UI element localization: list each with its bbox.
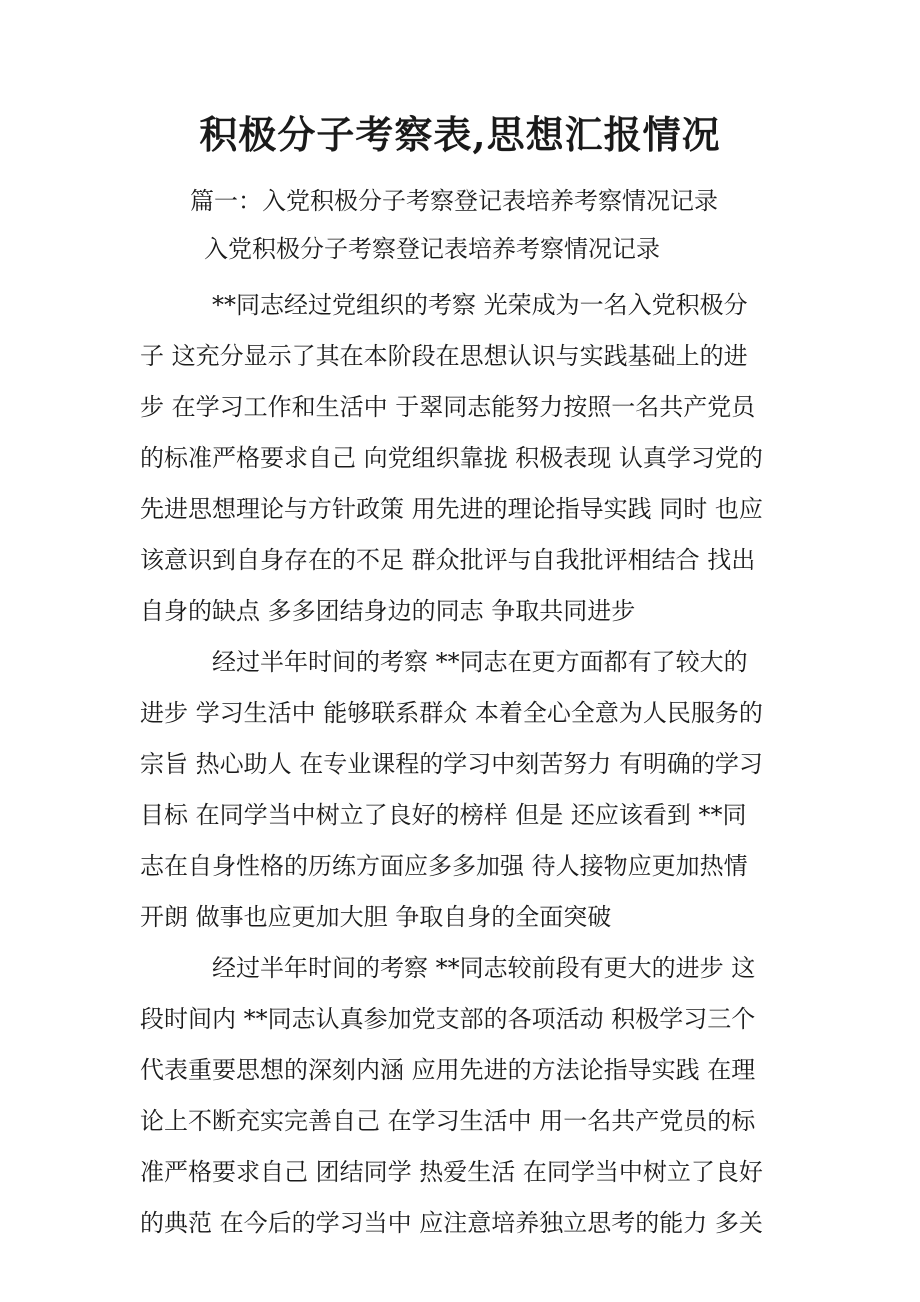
paragraph-line: 开朗 做事也应更加大胆 争取自身的全面突破: [140, 903, 612, 931]
paragraph-line: 经过半年时间的考察 **同志在更方面都有了较大的: [212, 648, 748, 676]
paragraph: [140, 637, 790, 943]
section-subheading: 入党积极分子考察登记表培养考察情况记录: [204, 235, 660, 263]
paragraph: [140, 943, 790, 1249]
paragraph-line: 该意识到自身存在的不足 群众批评与自我批评相结合 找出: [140, 546, 756, 574]
paragraph-line: 进步 学习生活中 能够联系群众 本着全心全意为人民服务的: [140, 699, 763, 727]
paragraph-line: **同志经过党组织的考察 光荣成为一名入党积极分: [212, 291, 748, 319]
paragraph-line: 的典范 在今后的学习当中 应注意培养独立思考的能力 多关: [140, 1209, 763, 1237]
document-title: 积极分子考察表,思想汇报情况: [199, 112, 721, 157]
paragraph-line: 子 这充分显示了其在本阶段在思想认识与实践基础上的进: [140, 342, 748, 370]
paragraph-line: 步 在学习工作和生活中 于翠同志能努力按照一名共产党员: [140, 393, 756, 421]
paragraph-line: 的标准严格要求自己 向党组织靠拢 积极表现 认真学习党的: [140, 444, 763, 472]
paragraph-line: 目标 在同学当中树立了良好的榜样 但是 还应该看到 **同: [140, 801, 747, 829]
paragraph: [140, 280, 790, 637]
paragraph-line: 经过半年时间的考察 **同志较前段有更大的进步 这: [212, 954, 756, 982]
paragraph-line: 代表重要思想的深刻内涵 应用先进的方法论指导实践 在理: [140, 1056, 756, 1084]
paragraph-line: 宗旨 热心助人 在专业课程的学习中刻苦努力 有明确的学习: [140, 750, 763, 778]
paragraph-line: 先进思想理论与方针政策 用先进的理论指导实践 同时 也应: [140, 495, 763, 523]
paragraph-line: 自身的缺点 多多团结身边的同志 争取共同进步: [140, 597, 636, 625]
paragraph-line: 准严格要求自己 团结同学 热爱生活 在同学当中树立了良好: [140, 1158, 763, 1186]
section-heading: 篇一：入党积极分子考察登记表培养考察情况记录: [190, 187, 718, 215]
paragraph-line: 段时间内 **同志认真参加党支部的各项活动 积极学习三个: [140, 1005, 756, 1033]
document-body: [140, 280, 790, 1249]
paragraph-line: 志在自身性格的历练方面应多多加强 待人接物应更加热情: [140, 852, 748, 880]
paragraph-line: 论上不断充实完善自己 在学习生活中 用一名共产党员的标: [140, 1107, 756, 1135]
